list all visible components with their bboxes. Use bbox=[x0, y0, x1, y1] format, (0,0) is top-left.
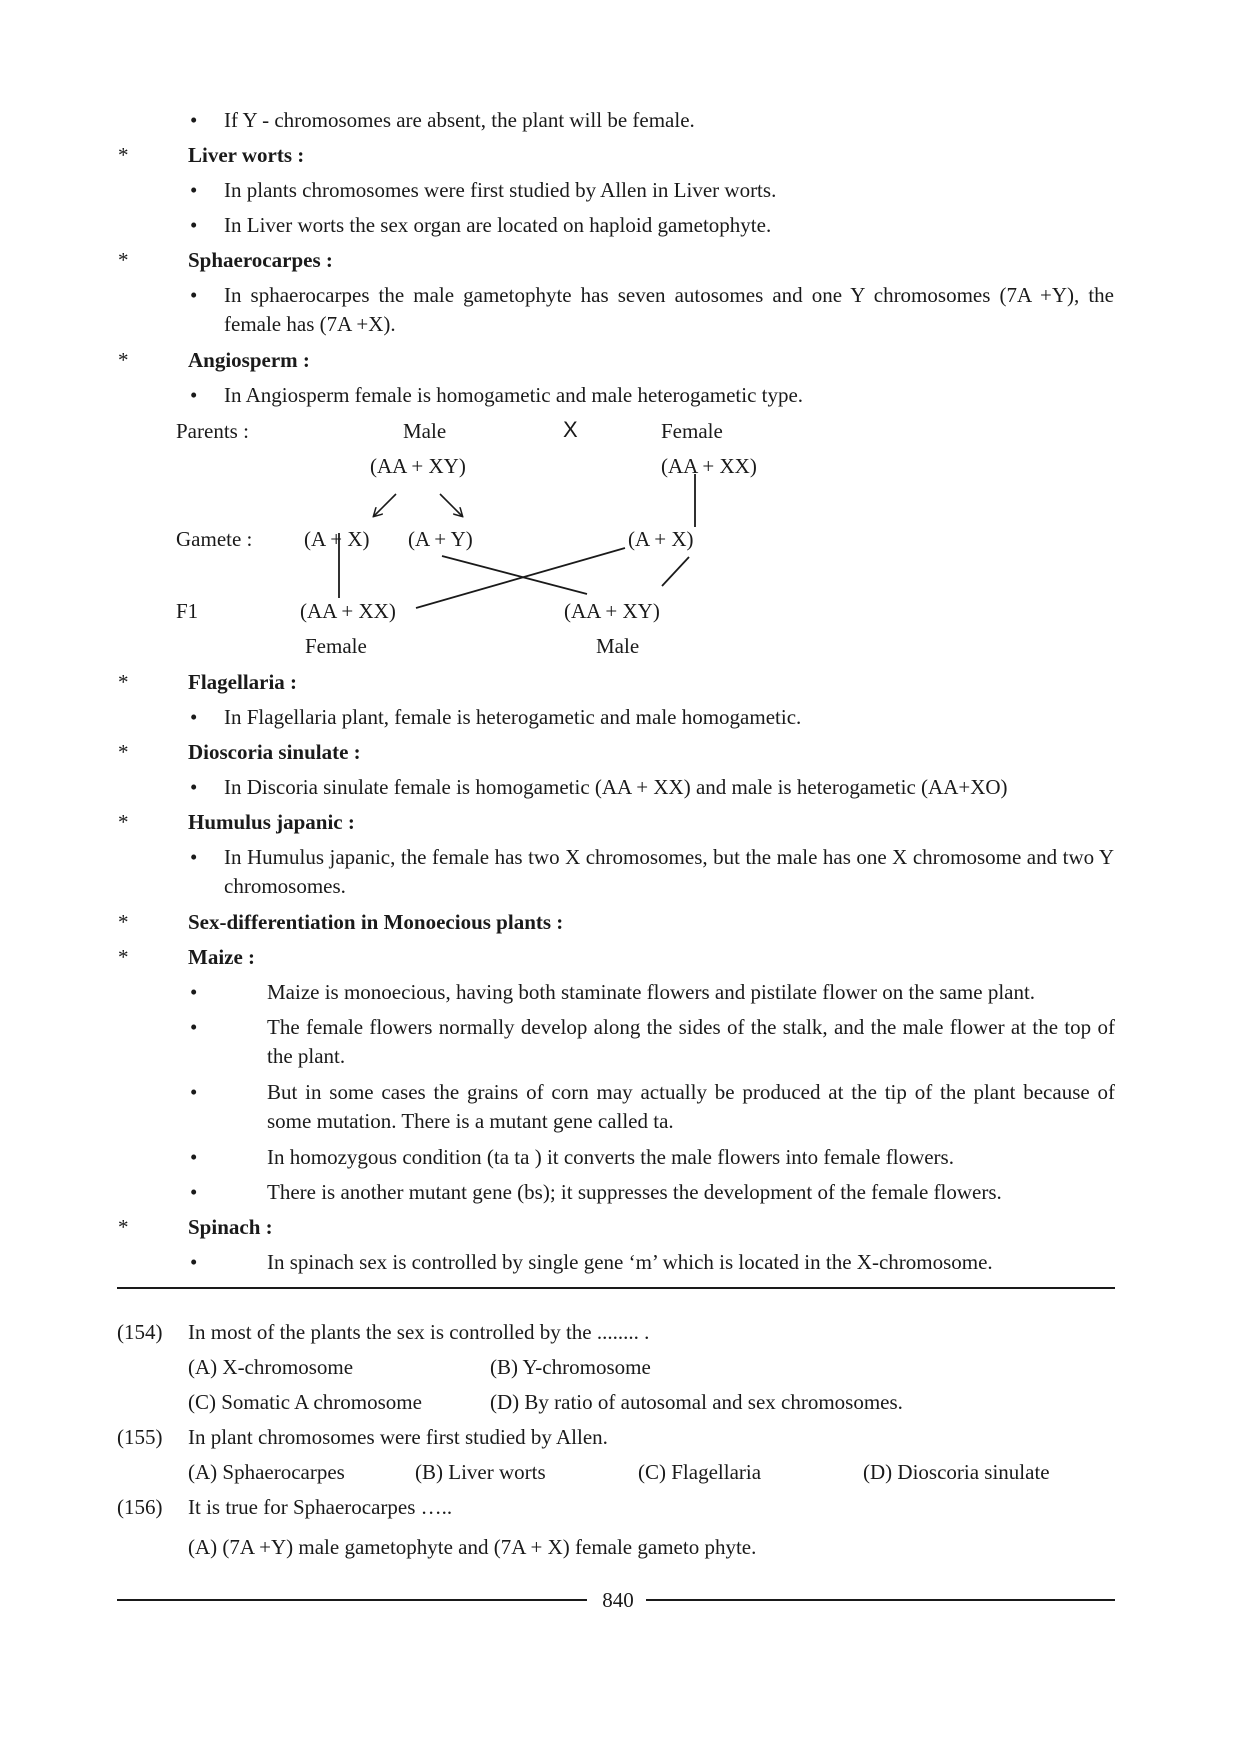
bullet-text: There is another mutant gene (bs); it suppresses the development of the female flowers. bbox=[267, 1180, 1002, 1204]
question-text: It is true for Sphaerocarpes ….. bbox=[188, 1495, 453, 1519]
bullet-symbol: • bbox=[190, 283, 198, 307]
star-marker: * bbox=[118, 143, 129, 167]
option: (A) X-chromosome bbox=[188, 1355, 354, 1379]
bullet-text: But in some cases the grains of corn may actually be produced at the tip of the plant because of some mutation. There is a mutant gene called ta. bbox=[267, 1080, 1115, 1133]
heading-flagellaria: Flagellaria : bbox=[188, 670, 298, 694]
bullet-symbol: • bbox=[190, 383, 198, 407]
bullet-symbol: • bbox=[190, 1145, 198, 1169]
f1-male-label: Male bbox=[596, 634, 640, 658]
question-number: (154) bbox=[117, 1320, 163, 1344]
option: (B) Liver worts bbox=[415, 1460, 546, 1484]
bullet-symbol: • bbox=[190, 980, 198, 1004]
bullet-symbol: • bbox=[190, 213, 198, 237]
bullet-text: The female flowers normally develop along the sides of the stalk, and the male flower at the top of the plant. bbox=[267, 1015, 1115, 1068]
star-marker: * bbox=[118, 945, 129, 969]
footer-rule-right bbox=[646, 1599, 1115, 1601]
line-ay-to-f1-male bbox=[442, 556, 587, 594]
female-genotype: (AA + XX) bbox=[661, 454, 757, 478]
option: (C) Flagellaria bbox=[638, 1460, 762, 1484]
bullet-text: In Discoria sinulate female is homogametic (AA + XX) and male is heterogametic (AA+XO) bbox=[224, 775, 1008, 799]
bullet-symbol: • bbox=[190, 1250, 198, 1274]
bullet-symbol: • bbox=[190, 178, 198, 202]
parents-label: Parents : bbox=[176, 419, 249, 443]
heading-liver-worts: Liver worts : bbox=[188, 143, 305, 167]
gamete-male-ax: (A + X) bbox=[304, 527, 370, 551]
option: (A) Sphaerocarpes bbox=[188, 1460, 345, 1484]
bullet-symbol: • bbox=[190, 705, 198, 729]
footer-rule-left bbox=[117, 1599, 587, 1601]
male-label: Male bbox=[403, 419, 447, 443]
bullet-text: In spinach sex is controlled by single gene ‘m’ which is located in the X-chromosome. bbox=[267, 1250, 993, 1274]
question-text: In plant chromosomes were first studied by Allen. bbox=[188, 1425, 608, 1449]
star-marker: * bbox=[118, 910, 129, 934]
f1-male-genotype: (AA + XY) bbox=[564, 599, 660, 623]
arrow-to-ax bbox=[374, 494, 396, 516]
bullet-text: In homozygous condition (ta ta ) it converts the male flowers into female flowers. bbox=[267, 1145, 954, 1169]
f1-female-genotype: (AA + XX) bbox=[300, 599, 396, 623]
question-number: (156) bbox=[117, 1495, 163, 1519]
question-text: In most of the plants the sex is controlled by the ........ . bbox=[188, 1320, 650, 1344]
bullet-symbol: • bbox=[190, 108, 198, 132]
cross-symbol: X bbox=[563, 417, 578, 442]
heading-spinach: Spinach : bbox=[188, 1215, 273, 1239]
bullet-symbol: • bbox=[190, 1015, 198, 1039]
gamete-label: Gamete : bbox=[176, 527, 253, 551]
line-female-ax-to-f1-male bbox=[662, 557, 689, 586]
arrow-to-ay bbox=[440, 494, 462, 516]
option: (C) Somatic A chromosome bbox=[188, 1390, 422, 1414]
star-marker: * bbox=[118, 248, 129, 272]
heading-angiosperm: Angiosperm : bbox=[188, 348, 310, 372]
star-marker: * bbox=[118, 740, 129, 764]
option: (B) Y-chromosome bbox=[490, 1355, 651, 1379]
gamete-female-ax: (A + X) bbox=[628, 527, 694, 551]
page-number: 840 bbox=[602, 1588, 634, 1612]
gamete-male-ay: (A + Y) bbox=[408, 527, 473, 551]
bullet-symbol: • bbox=[190, 845, 198, 869]
star-marker: * bbox=[118, 670, 129, 694]
star-marker: * bbox=[118, 810, 129, 834]
intro-bullet-text: If Y - chromosomes are absent, the plant will be female. bbox=[224, 108, 695, 132]
section-divider bbox=[117, 1287, 1115, 1289]
bullet-symbol: • bbox=[190, 775, 198, 799]
heading-humulus: Humulus japanic : bbox=[188, 810, 355, 834]
bullet-text: In sphaerocarpes the male gametophyte has seven autosomes and one Y chromosomes (7A +Y), the female has (7A +X). bbox=[224, 283, 1114, 336]
heading-sex-differentiation: Sex-differentiation in Monoecious plants : bbox=[188, 910, 564, 934]
heading-dioscoria: Dioscoria sinulate : bbox=[188, 740, 361, 764]
option: (D) By ratio of autosomal and sex chromosomes. bbox=[490, 1390, 903, 1414]
bullet-text: In plants chromosomes were first studied by Allen in Liver worts. bbox=[224, 178, 777, 202]
male-genotype: (AA + XY) bbox=[370, 454, 466, 478]
bullet-text: Maize is monoecious, having both staminate flowers and pistilate flower on the same plant. bbox=[267, 980, 1036, 1004]
f1-female-label: Female bbox=[305, 634, 367, 658]
heading-maize: Maize : bbox=[188, 945, 256, 969]
star-marker: * bbox=[118, 348, 129, 372]
question-number: (155) bbox=[117, 1425, 163, 1449]
option: (A) (7A +Y) male gametophyte and (7A + X) female gameto phyte. bbox=[188, 1535, 757, 1559]
bullet-text: In Flagellaria plant, female is heterogametic and male homogametic. bbox=[224, 705, 802, 729]
f1-label: F1 bbox=[176, 599, 199, 623]
option: (D) Dioscoria sinulate bbox=[863, 1460, 1050, 1484]
female-label: Female bbox=[661, 419, 723, 443]
bullet-symbol: • bbox=[190, 1080, 198, 1104]
star-marker: * bbox=[118, 1215, 129, 1239]
heading-sphaerocarpes: Sphaerocarpes : bbox=[188, 248, 333, 272]
bullet-text: In Liver worts the sex organ are located on haploid gametophyte. bbox=[224, 213, 772, 237]
bullet-text: In Humulus japanic, the female has two X chromosomes, but the male has one X chromosome and two Y chromosomes. bbox=[224, 845, 1114, 898]
bullet-text: In Angiosperm female is homogametic and male heterogametic type. bbox=[224, 383, 804, 407]
bullet-symbol: • bbox=[190, 1180, 198, 1204]
